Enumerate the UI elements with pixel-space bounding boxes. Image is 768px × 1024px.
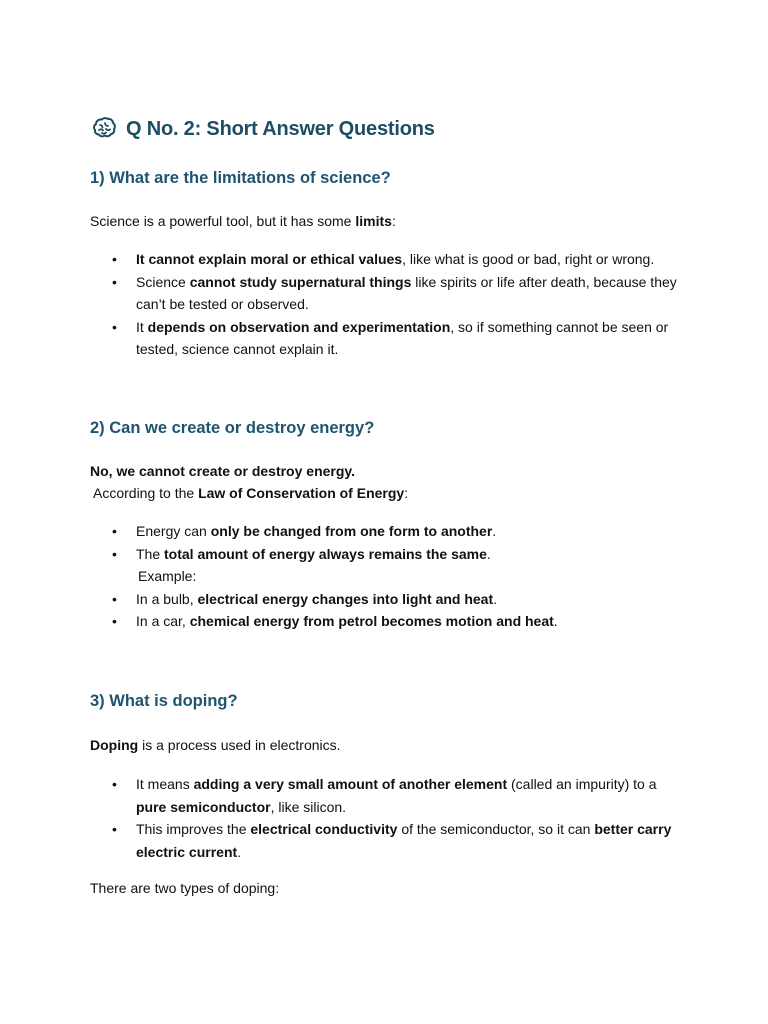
list-item: • Energy can only be changed from one form to another. <box>112 523 497 539</box>
list-item: • In a bulb, electrical energy changes into light and heat. <box>112 590 498 607</box>
section-3-heading: 3) What is doping? <box>90 692 238 710</box>
section-2-intro: According to the Law of Conservation of Energy: <box>93 485 409 501</box>
list-item: • It depends on observation and experimentation, so if something cannot be seen or tested, science cannot explain it. <box>112 318 669 357</box>
list-item: • Science cannot study supernatural things like spirits or life after death, because they can’t be tested or observed. <box>112 273 677 312</box>
section-1-bullets <box>112 248 682 361</box>
section-3-closing: There are two types of doping: <box>90 880 280 896</box>
title-row <box>90 115 435 143</box>
list-item: • In a car, chemical energy from petrol becomes motion and heat. <box>112 613 558 629</box>
section-2-bullets <box>112 520 682 633</box>
section-1-heading: 1) What are the limitations of science? <box>90 169 391 187</box>
section-2-answer: No, we cannot create or destroy energy. <box>90 463 356 479</box>
section-1-intro: Science is a powerful tool, but it has some limits: <box>90 213 396 229</box>
list-item: • It cannot explain moral or ethical values, like what is good or bad, right or wrong. <box>112 251 655 267</box>
section-3-intro: Doping is a process used in electronics. <box>90 737 341 753</box>
brain-icon <box>90 115 118 143</box>
section-3-bullets <box>112 773 682 863</box>
page-title: Q No. 2: Short Answer Questions <box>126 117 435 140</box>
list-item: • It means adding a very small amount of another element (called an impurity) to a pure semiconductor, like silicon. <box>112 776 657 815</box>
example-label: Example: <box>138 568 197 584</box>
list-item: • This improves the electrical conductivity of the semiconductor, so it can better carry electric current. <box>112 821 672 860</box>
section-2-heading: 2) Can we create or destroy energy? <box>90 419 375 437</box>
list-item: • The total amount of energy always remains the same. <box>112 545 491 562</box>
